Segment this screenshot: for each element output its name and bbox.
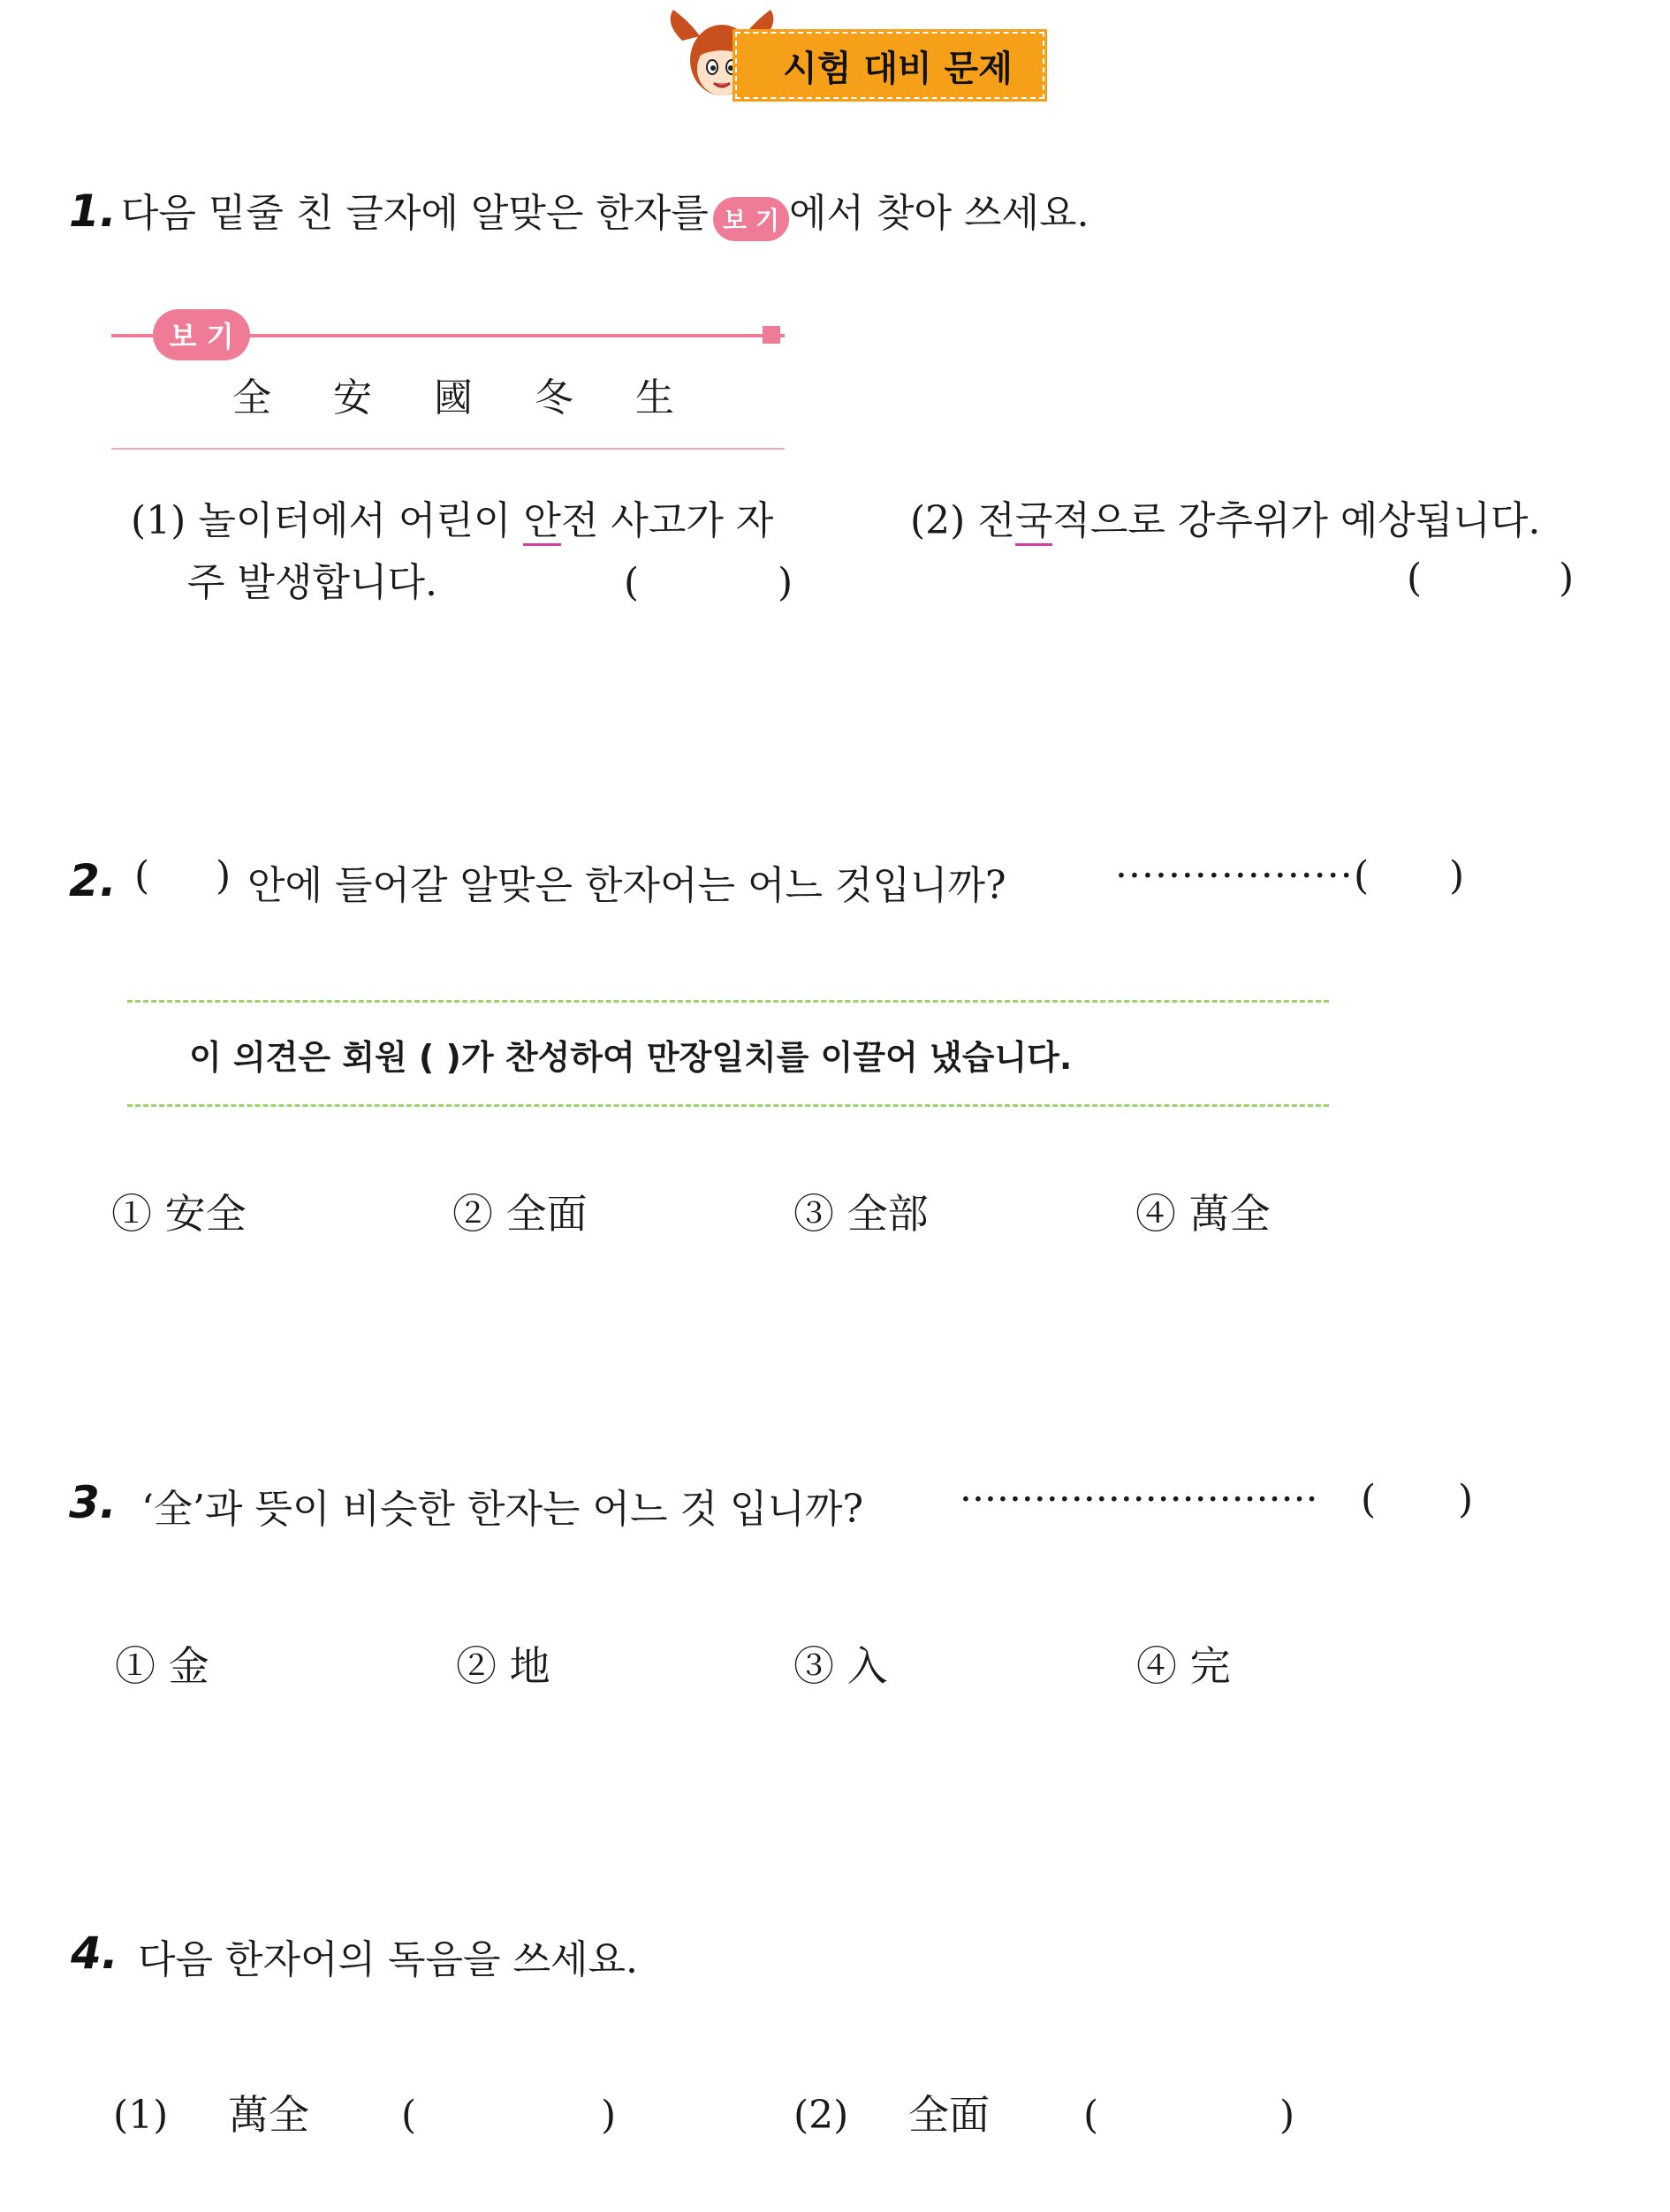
bogi-end-square: [763, 326, 780, 344]
question-4: [71, 1928, 118, 1979]
q2-paren-close: ): [216, 853, 232, 898]
choice-4[interactable]: ④ 完: [1136, 1642, 1231, 1690]
bogi-hanja: 全: [232, 375, 271, 420]
answer-blank[interactable]: (: [1083, 2093, 1099, 2138]
choice-2[interactable]: ② 全面: [452, 1190, 588, 1238]
q1-sub1-line2: [187, 552, 437, 614]
bogi-chip: 보 기: [713, 197, 789, 241]
sub-text: 주 발생합니다.: [187, 560, 437, 605]
question-text: 안에 들어갈 알맞은 한자어는 어느 것입니까?: [247, 863, 1006, 908]
answer-blank[interactable]: (: [1361, 1477, 1377, 1522]
answer-blank[interactable]: (: [401, 2093, 417, 2138]
answer-blank[interactable]: [1407, 548, 1422, 610]
bogi-hanja: 冬: [535, 375, 573, 420]
sub-text: 놀이터에서 어린이: [198, 498, 524, 543]
question-2: [69, 855, 117, 906]
section-header: [664, 5, 1053, 102]
answer-blank[interactable]: [624, 552, 639, 614]
leader-dots: ··················: [1115, 853, 1354, 898]
question-text: ‘全’과 뜻이 비슷한 한자는 어느 것 입니까?: [141, 1487, 864, 1532]
sub-text: 전: [977, 498, 1015, 543]
bogi-label: [153, 309, 250, 360]
sub-text: 적으로 강추위가 예상됩니다.: [1052, 498, 1541, 543]
bogi-hanja: 國: [434, 375, 473, 420]
answer-blank-close: ): [1279, 2093, 1295, 2138]
answer-blank-close: ): [1458, 1477, 1474, 1522]
answer-blank-close: ): [601, 2093, 617, 2138]
answer-blank-close: [1559, 548, 1574, 610]
bogi-hanja: 安: [333, 375, 372, 420]
answer-blank[interactable]: (: [1354, 853, 1370, 898]
question-1: [69, 181, 1089, 245]
underlined-char: 안: [523, 498, 561, 546]
bogi-title: 보 기: [153, 309, 250, 360]
choice-1[interactable]: ① 安全: [111, 1190, 247, 1238]
bogi-hanja: 生: [635, 375, 674, 420]
paren-close: ): [1559, 556, 1575, 601]
bogi-hanja-list: [201, 366, 705, 422]
example-sentence: 이 의견은 회원 ( )가 찬성하여 만장일치를 이끌어 냈습니다.: [189, 1038, 1073, 1077]
sub-label: (2): [910, 498, 966, 543]
question-number: 4.: [71, 1928, 118, 1979]
sub-label: (1): [131, 498, 186, 543]
choice-3[interactable]: ③ 入: [793, 1642, 888, 1690]
question-text-tail: 에서 찾아 쓰세요.: [788, 191, 1089, 236]
q1-sub2: [910, 490, 1540, 552]
choice-3[interactable]: ③ 全部: [793, 1190, 929, 1238]
choice-2[interactable]: ② 地: [456, 1642, 550, 1690]
header-badge: [735, 32, 1044, 99]
q4-item-1-word: 萬全: [228, 2091, 309, 2139]
question-number: 3.: [69, 1477, 117, 1528]
question-number: 2.: [69, 855, 117, 906]
question-text: 다음 한자어의 독음을 쓰세요.: [138, 1937, 638, 1982]
question-number: 1.: [69, 186, 117, 237]
answer-blank-close: ): [1449, 853, 1465, 898]
sub-text: 전 사고가 자: [560, 498, 774, 543]
header-title: 시험 대비 문제: [783, 48, 1013, 89]
paren-open: (: [624, 560, 640, 605]
underlined-char: 국: [1015, 498, 1053, 546]
q1-sub1: [131, 490, 773, 552]
paren-open: (: [1407, 556, 1423, 601]
q4-item-1-label: (1): [113, 2093, 169, 2138]
q4-item-2-word: 全面: [908, 2091, 990, 2139]
dashed-line-bottom: [127, 1104, 1329, 1107]
q2-paren-open: (: [134, 853, 150, 898]
paren-close: ): [778, 560, 793, 605]
question-text: 다음 밑줄 친 글자에 알맞은 한자를: [120, 191, 709, 236]
question-3: [69, 1477, 117, 1528]
answer-blank-close: [778, 552, 793, 614]
dashed-line-top: [127, 1000, 1329, 1003]
choice-1[interactable]: ① 金: [115, 1642, 209, 1690]
choice-4[interactable]: ④ 萬全: [1135, 1190, 1271, 1238]
bogi-bottom-line: [111, 448, 785, 450]
q4-item-2-label: (2): [793, 2093, 849, 2138]
leader-dots: ·····························: [960, 1477, 1318, 1522]
